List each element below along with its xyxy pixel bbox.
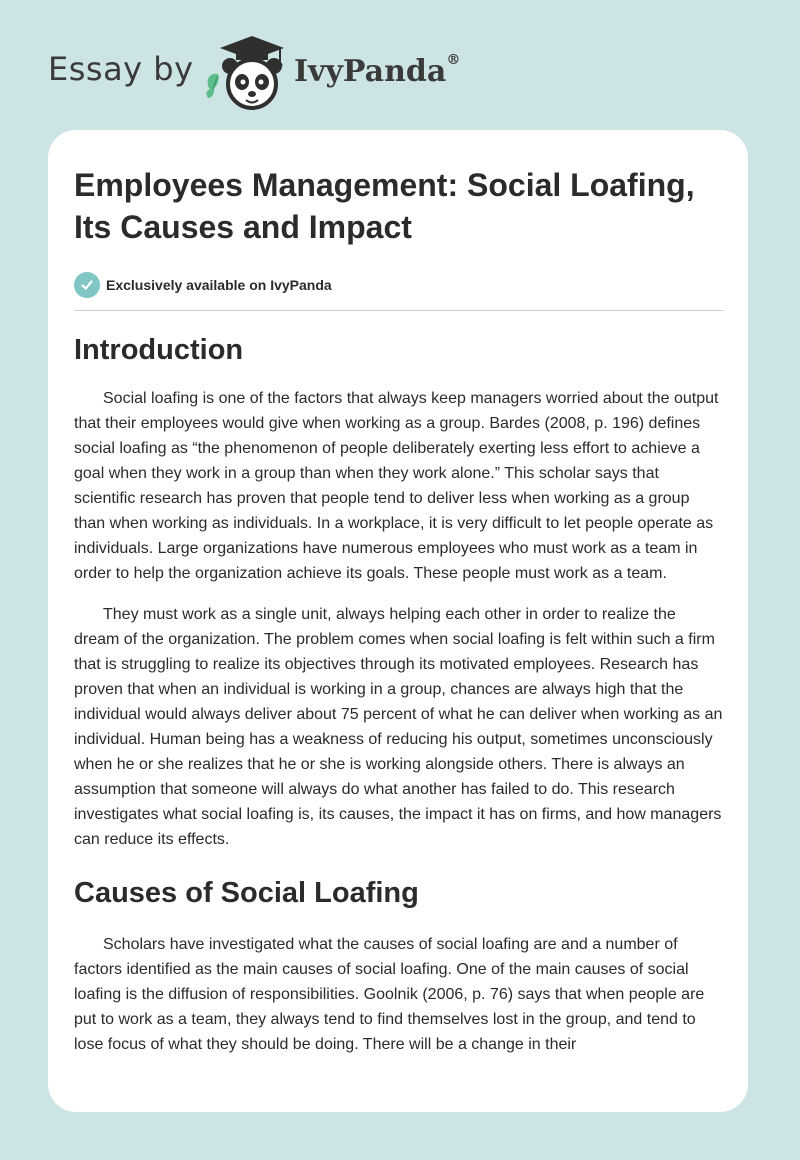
site-header xyxy=(48,30,528,110)
badge-text: Exclusively available on IvyPanda xyxy=(106,277,332,293)
section-heading-introduction: Introduction xyxy=(74,334,244,366)
brand-prefix: Essay by xyxy=(48,50,194,88)
paragraph: They must work as a single unit, always helping each other in order to realize the dream of the organization. The problem comes when social loafing is felt within such a firm that is struggling to realize its objectives through its motivated employees. Research has proven that when an individual is working in a group, chances are always high that the individual would always deliver about 75 percent of what he can deliver when working as an individual. Human being has a weakness of reducing his output, sometimes unconsciously when he or she realizes that he or she is working alongside others. There is always an assumption that someone will always do what another has failed to do. This research investigates what social loafing is, its causes, the impact it has on firms, and how managers can reduce its effects. xyxy=(74,606,723,848)
divider xyxy=(74,310,724,311)
page-title: Employees Management: Social Loafing, Its Causes and Impact xyxy=(74,167,695,245)
paragraph: Social loafing is one of the factors that always keep managers worried about the output that their employees would give when working as a group. Bardes (2008, p. 196) defines social loafing as “the phenomenon of people deliberately exerting less effort to achieve a goal when they work in a group than when they work alone.” This scholar says that scientific research has proven that people tend to deliver less when working as a group than when working as individuals. In a workplace, it is very difficult to let people operate as individuals. Large organizations have numerous employees who must work as a team in order to help the organization achieve its goals. These people must work as a team. xyxy=(74,390,719,582)
brand-name[interactable]: IvyPanda® xyxy=(294,52,461,89)
check-circle-icon xyxy=(74,272,100,298)
essay-card xyxy=(48,130,748,1112)
exclusive-badge xyxy=(74,272,724,298)
paragraph: Scholars have investigated what the causes of social loafing are and a number of factors identified as the main causes of social loafing. One of the main causes of social loafing is the diffusion of responsibilities. Goolnik (2006, p. 76) says that when people are put to work as a team, they always tend to find themselves lost in the group, and tend to lose focus of what they should be doing. There will be a change in their xyxy=(74,936,705,1053)
panda-graduate-icon[interactable] xyxy=(200,32,290,112)
section-heading-causes: Causes of Social Loafing xyxy=(74,877,419,909)
